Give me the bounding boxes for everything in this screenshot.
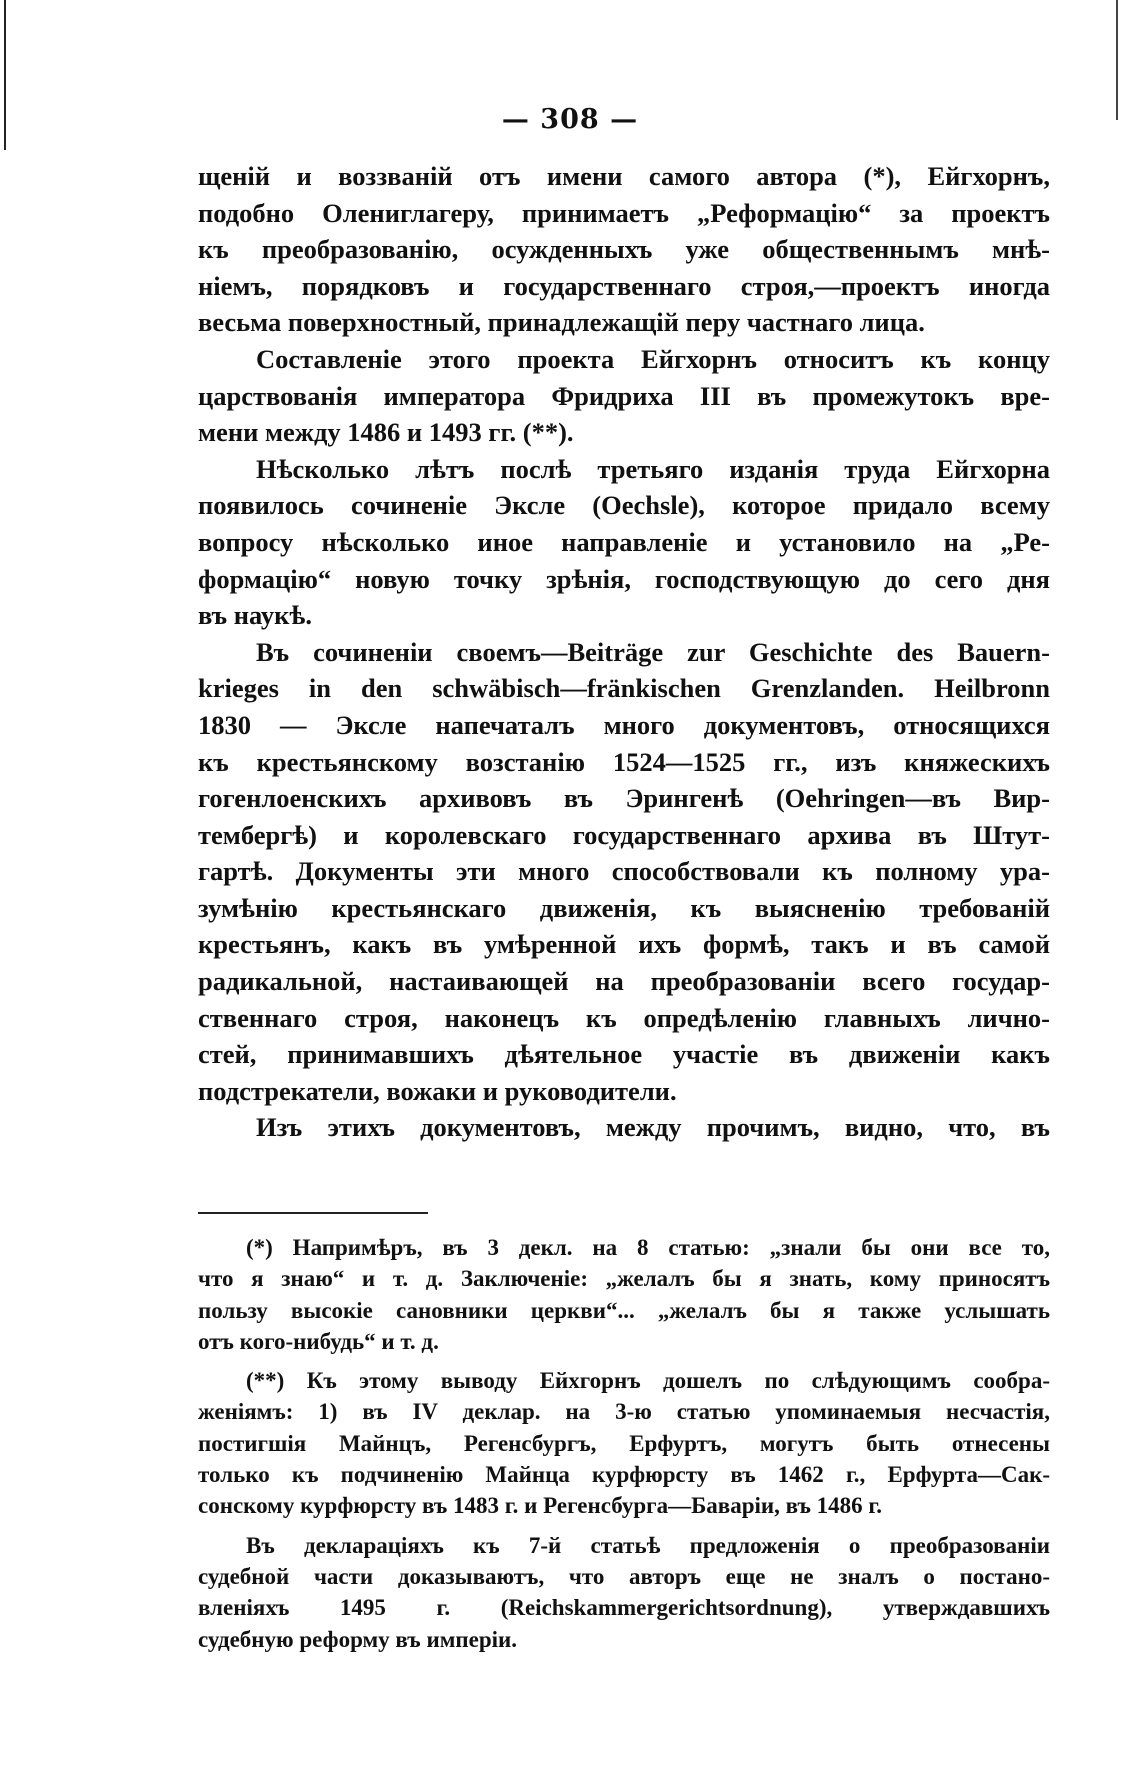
footnote-line: (**) Къ этому выводу Ейхгорнъ дошелъ по слѣдующимъ сообра- (246, 1368, 1050, 1394)
paragraph-start-line: Изъ этихъ документовъ, между прочимъ, видно, что, въ (256, 1112, 1050, 1143)
text-line: гартѣ. Документы эти много способствовали къ полному ура- (198, 856, 1050, 887)
paragraph-start-line: Составленіе этого проекта Ейгхорнъ относитъ къ концу (256, 343, 1050, 374)
text-line: krieges in den schwäbisch—fränkischen Grenzlanden. Heilbronn (198, 673, 1050, 704)
scan-edge-right (1116, 0, 1118, 120)
main-text (198, 158, 1050, 1146)
footnote-line: судебную реформу въ имперіи. (198, 1626, 518, 1652)
text-line: къ преобразованію, осужденныхъ уже общественнымъ мнѣ- (198, 234, 1050, 265)
text-line: весьма поверхностный, принадлежащій перу частнаго лица. (198, 307, 925, 338)
text-line: подобно Олениглагеру, принимаетъ „Реформацію“ за проектъ (198, 197, 1050, 228)
text-line: 1830 — Эксле напечаталъ много документовъ, относящихся (198, 709, 1050, 740)
footnote-line: пользу высокіе сановники церкви“... „желалъ бы я также услышать (198, 1297, 1050, 1323)
page-number: — 308 — (501, 104, 639, 135)
footnote-line: (*) Напримѣръ, въ 3 декл. на 8 статью: „знали бы они все то, (246, 1235, 1050, 1260)
text-line: щеній и воззваній отъ имени самого автора (*), Ейгхорнъ, (198, 161, 1050, 191)
text-line: въ наукѣ. (198, 600, 312, 631)
footnote-line: только къ подчиненію Майнца курфюрсту въ 1462 г., Ерфурта—Сак- (198, 1462, 1050, 1488)
text-line: радикальной, настаивающей на преобразованіи всего государ- (198, 966, 1050, 997)
footnote-line: женіямъ: 1) въ IV деклар. на 3-ю статью упоминаемыя несчастія, (198, 1399, 1050, 1425)
text-line: крестьянъ, какъ въ умѣренной ихъ формѣ, такъ и въ самой (198, 929, 1050, 960)
text-line: ніемъ, порядковъ и государственнаго строя,—проектъ иногда (198, 270, 1050, 301)
footnote-line: судебной части доказываютъ, что авторъ еще не зналъ о постано- (198, 1563, 1050, 1589)
footnote-line: постигшія Майнцъ, Регенсбургъ, Ерфуртъ, могутъ быть отнесены (198, 1430, 1050, 1456)
text-line: тембергѣ) и королевскаго государственнаго архива въ Штут- (198, 819, 1050, 850)
text-line: къ крестьянскому возстанію 1524—1525 гг., изъ княжескихъ (198, 746, 1050, 777)
text-line: зумѣнію крестьянскаго движенія, къ выясненію требованій (198, 892, 1050, 923)
footnote-line: отъ кого-нибудь“ и т. д. (198, 1328, 439, 1354)
text-line: подстрекатели, вожаки и руководители. (198, 1075, 677, 1106)
paragraph-start-line: Нѣсколько лѣтъ послѣ третьяго изданія труда Ейгхорна (256, 453, 1050, 484)
text-line: формацію“ новую точку зрѣнія, господствующую до сего дня (198, 563, 1050, 594)
text-line: ственнаго строя, наконецъ къ опредѣленію главныхъ лично- (198, 1002, 1050, 1033)
text-line: вопросу нѣсколько иное направленіе и установило на „Ре- (198, 526, 1050, 557)
text-line: стей, принимавшихъ дѣятельное участіе въ движеніи какъ (198, 1039, 1050, 1070)
text-line: царствованія императора Фридриха III въ промежутокъ вре- (198, 380, 1050, 411)
footnote-line: сонскому курфюрсту въ 1483 г. и Регенсбурга—Баваріи, въ 1486 г. (198, 1493, 882, 1519)
footnote-divider (198, 1212, 428, 1214)
paragraph-start-line: Въ сочиненіи своемъ—Beiträge zur Geschichte des Bauern- (256, 636, 1050, 667)
text-line: мени между 1486 и 1493 гг. (**). (198, 417, 574, 448)
footnotes (198, 1232, 1050, 1655)
footnote-line: вленіяхъ 1495 г. (Reichskammergerichtsordnung), утверждавшихъ (198, 1595, 1050, 1621)
text-line: появилось сочиненіе Эксле (Oechsle), которое придало всему (198, 490, 1050, 521)
text-line: гогенлоенскихъ архивовъ въ Эрингенѣ (Oehringen—въ Вир- (198, 783, 1050, 814)
footnote-line: что я знаю“ и т. д. Заключеніе: „желалъ бы я знать, кому приносятъ (198, 1266, 1050, 1292)
footnote-line: Въ декларацiяхъ къ 7-й статьѣ предложенія о преобразованіи (246, 1532, 1050, 1558)
